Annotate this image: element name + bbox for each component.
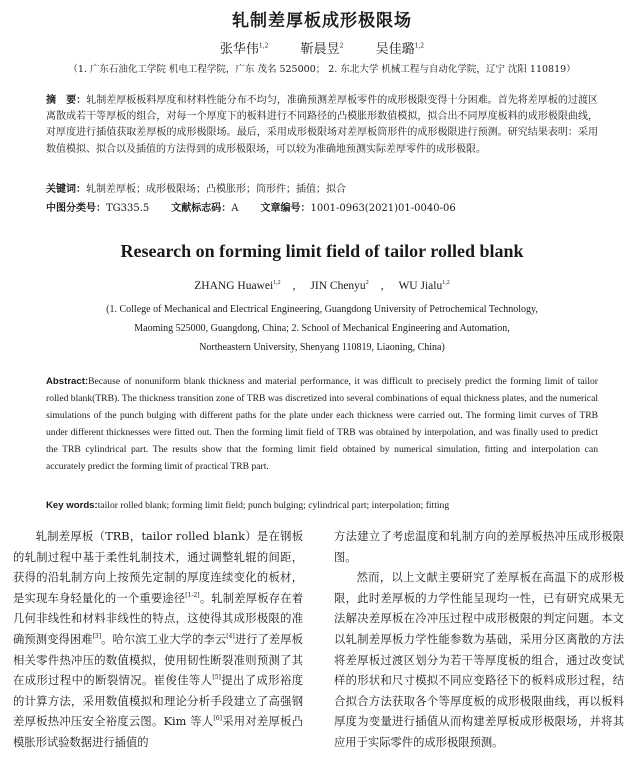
citation-ref-3: [4] [226,633,235,641]
body-paragraph-2: 然而，以上文献主要研究了差厚板在高温下的成形极限，此时差厚板的力学性能呈现均一性，已有研究成果无法解决差厚板在冷冲压过程中成形极限的判定问题。本文以轧制差厚板力学性能参数为基础，采用分区离散的方法将差厚板过渡区划分为若干等厚度板的组合，通过改变试样的形状和尺寸模拟不同应变路径下的板料成形过程，结合拟合方法获取各个等厚度板的成形极限曲线，再以板料厚度为变量进行插值从而构建差厚板成形极限场，并将其应用于实际零件的成形极限预测。 [334,571,624,749]
en-author-3-sup: 1,2 [442,280,450,287]
cn-affiliation: （1. 广东石油化工学院 机电工程学院，广东 茂名 525000； 2. 东北大学 机械工程与自动化学院，辽宁 沈阳 110819） [68,64,576,75]
body-paragraph-1-continued: 方法建立了考虑温度和轧制方向的差厚板热冲压成形极限图。 [334,530,624,564]
en-affiliation [0,300,644,357]
cn-doc-value: A [231,203,239,214]
body-paragraph-1 [13,527,303,754]
en-keywords-text: tailor rolled blank; forming limit field; punch bulging; cylindrical part; interpolation; fitting [97,500,450,511]
body-right-column [334,527,624,754]
cn-article-value: 1001-0963(2021)01-0040-06 [310,203,456,214]
en-keywords [46,497,598,514]
cn-author-1 [220,42,269,57]
en-author-3 [398,280,449,292]
body-left-column [13,527,303,754]
citation-ref-2: [3] [92,633,102,641]
cn-classification-line [46,201,598,217]
cn-abstract [46,93,598,158]
en-abstract [46,373,598,475]
citation-ref-5: [6] [213,715,222,723]
cn-author-2-sup: 2 [339,42,344,50]
en-author-2-name: JIN Chenyu [310,280,366,292]
en-author-2 [310,280,368,292]
citation-ref-4: [5] [212,674,221,682]
body-text-1b: 。轧制差厚板存在着几何非线性和材料非线性的特点，这使得其成形极限的准确预测变得困难 [13,591,303,646]
body-text-1a: 轧制差厚板（TRB，tailor rolled blank）是在钢板的轧制过程中基于柔性轧制技术，通过调整轧辊的间距，获得的沿轧制方向上按预先定制的厚度连续变化的板材，是实现车身轻量化的一个重要途径 [13,530,303,605]
en-author-1 [194,280,280,292]
cn-class-value: TG335.5 [106,203,150,214]
en-author-1-sup: 1,2 [273,280,281,287]
cn-authors [0,38,644,57]
en-author-3-name: WU Jialu [398,280,443,292]
cn-author-3-sup: 1,2 [414,42,425,50]
en-author-1-name: ZHANG Huawei [194,280,274,292]
citation-ref-1: [1-2] [185,592,200,600]
body-text-1f: 采用对差厚板凸模胀形试验数据进行插值的 [13,715,303,749]
cn-author-3 [376,42,425,57]
body-text-1e: 提出了成形裕度的计算方法，采用数值模拟和理论分析手段建立了高强钢差厚板热冲压安全裕度云图。Kim 等人 [13,674,303,729]
en-affiliation-line-2: Maoming 525000, Guangdong, China; 2. School of Mechanical Engineering and Automation, [134,323,510,334]
en-keywords-label: Key words: [46,500,98,511]
cn-author-1-name: 张华伟 [219,42,259,57]
body-text-1d: 进行了差厚板相关零件热冲压的数值模拟，使用韧性断裂准则预测了其在成形过程中的断裂情况。崔俊佳等人 [13,632,303,688]
en-affiliation-line-3: Northeastern University, Shenyang 110819, Liaoning, China) [199,342,445,353]
cn-article-label: 文章编号： [260,203,311,214]
cn-keywords-label: 关键词： [46,184,86,195]
cn-author-2-name: 靳晨昱 [300,42,340,57]
body-text-1c: 。哈尔滨工业大学的李云 [101,632,227,646]
cn-class-label: 中图分类号： [46,203,106,214]
en-title: Research on forming limit field of tailor rolled blank [120,241,524,261]
en-authors: ZHANG Huawei$^{1,2}$ , JIN Chenyu$^2$ , WU Jialu$^{1,2}$ [194,280,450,292]
cn-keywords [46,182,598,198]
cn-abstract-label: 摘 要： [46,95,87,106]
cn-keywords-text: 轧制差厚板；成形极限场；凸模胀形；筒形件；插值；拟合 [86,184,346,195]
cn-abstract-text: 轧制差厚板板料厚度和材料性能分布不均匀，准确预测差厚板零件的成形极限变得十分困难。首先将差厚板的过渡区离散成若干等厚板的组合，对每一个厚度下的板料进行不同路径的凸模胀形数值模拟，拟合出不同厚度板料的成形极限曲线，对厚度进行插值获取差厚板的成形极限场。最后，采用成形极限场对差厚板筒形件的成形极限进行预测。研究结果表明：采用数值模拟、拟合以及插值的方法得到的成形极限场，可以较为准确地预测实际差厚零件的成形极限。 [46,95,599,155]
cn-author-2 [301,42,344,57]
en-affiliation-line-1: (1. College of Mechanical and Electrical Engineering, Guangdong University of Petrochemical Technology, [106,304,538,315]
cn-title: 轧制差厚板成形极限场 [232,11,412,31]
en-abstract-label: Abstract: [46,376,89,387]
cn-author-1-sup: 1,2 [258,42,269,50]
cn-doc-label: 文献标志码： [171,203,232,214]
en-abstract-text: Because of nonuniform blank thickness and material performance, it was difficult to precisely predict the forming limit of tailor rolled blank(TRB). The thickness transition zone of TRB was discretized into several combinations of equal thickness plates, and the numerical simulations of the punch bulging with different paths for the plate under each thickness were carried out. The forming limit curves of TRB under different thicknesses were fitted out. Then the forming limit field of TRB was obtained by interpolation, and was finally used to predict the TRB cylindrical part. The results show that the forming limit field obtained by numerical simulation, fitting and interpolation can accurately predict the forming limit of practical TRB part. [46,376,598,472]
en-author-2-sup: 2 [365,280,369,287]
cn-author-3-name: 吴佳璐 [375,42,415,57]
